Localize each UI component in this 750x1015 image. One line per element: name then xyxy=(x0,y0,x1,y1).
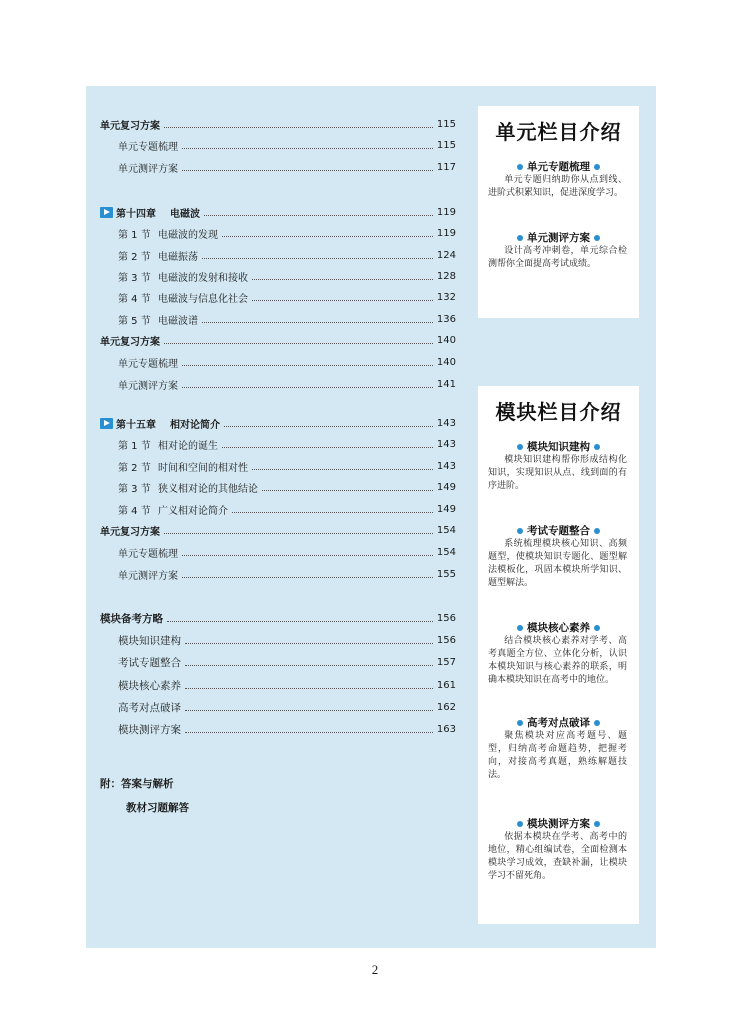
bullet-dot-icon xyxy=(517,821,523,827)
dot-leader xyxy=(185,732,433,733)
intro-item-title-text: 高考对点破译 xyxy=(527,717,590,729)
section-name: 电磁波的发现 xyxy=(158,229,218,241)
module-intro-card xyxy=(478,386,639,924)
unit-card-items xyxy=(478,159,639,271)
toc-entry-title: 单元专题梳理 xyxy=(118,141,178,153)
dot-leader xyxy=(252,469,433,470)
toc-entry xyxy=(100,268,456,284)
play-triangle-icon xyxy=(100,207,113,218)
toc-page-number: 115 xyxy=(436,118,456,130)
bullet-dot-icon xyxy=(594,821,600,827)
toc-page-number: 157 xyxy=(436,656,456,668)
section-number: 第 2 节 xyxy=(118,251,151,263)
toc-page-number: 119 xyxy=(436,227,456,239)
section-number: 第 1 节 xyxy=(118,229,151,241)
bullet-dot-icon xyxy=(594,625,600,631)
toc-entry-title: 单元测评方案 xyxy=(118,380,178,392)
toc-page-number: 143 xyxy=(436,417,456,429)
intro-item-description: 模块知识建构帮你形成结构化知识，实现知识从点、线到面的有序进阶。 xyxy=(488,455,627,491)
bullet-dot-icon xyxy=(594,164,600,170)
toc-page-number: 143 xyxy=(436,460,456,472)
dot-leader xyxy=(202,258,433,259)
intro-item-description: 结合模块核心素养对学考、高考真题全方位、立体化分析，认识本模块知识与核心素养的联系，明确本模块知识在高考中的地位。 xyxy=(488,636,627,685)
toc-page-number: 149 xyxy=(436,481,456,493)
bullet-dot-icon xyxy=(517,720,523,726)
toc-page-number: 154 xyxy=(436,546,456,558)
toc-page-number: 136 xyxy=(436,313,456,325)
dot-leader xyxy=(164,343,433,344)
dot-leader xyxy=(222,447,433,448)
intro-item-title xyxy=(478,620,639,635)
toc-entry-title: 模块知识建构 xyxy=(118,634,181,647)
toc-page-number: 140 xyxy=(436,334,456,346)
toc-entry-title: 模块测评方案 xyxy=(118,723,181,736)
toc-entry xyxy=(100,354,456,370)
section-name: 电磁振荡 xyxy=(158,251,198,263)
intro-item xyxy=(478,159,639,200)
toc-entry xyxy=(100,631,456,649)
toc-entry xyxy=(100,247,456,263)
bullet-dot-icon xyxy=(517,625,523,631)
intro-item-title-text: 单元专题梳理 xyxy=(527,161,590,173)
dot-leader xyxy=(185,688,433,689)
intro-item xyxy=(478,816,639,883)
toc-entry xyxy=(100,566,456,582)
toc-entry-title xyxy=(100,416,220,431)
toc-page-number: 115 xyxy=(436,139,456,151)
dot-leader xyxy=(224,426,433,427)
toc-entry-title xyxy=(100,205,200,220)
dot-leader xyxy=(222,236,433,237)
intro-item-title-text: 模块测评方案 xyxy=(527,818,590,830)
intro-item-title xyxy=(478,230,639,245)
toc-entry-title xyxy=(100,312,198,327)
bullet-dot-icon xyxy=(517,444,523,450)
toc-entry xyxy=(100,311,456,327)
toc-entry-title: 单元复习方案 xyxy=(100,526,160,538)
chapter-name: 相对论简介 xyxy=(170,419,220,431)
dot-leader xyxy=(182,170,433,171)
toc-entry xyxy=(100,676,456,694)
section-number: 第 2 节 xyxy=(118,462,151,474)
dot-leader xyxy=(232,512,433,513)
toc-entry-title xyxy=(100,437,218,452)
bullet-dot-icon xyxy=(594,235,600,241)
intro-item-title-text: 模块核心素养 xyxy=(527,622,590,634)
toc-page-number: 117 xyxy=(436,161,456,173)
toc-page-number: 156 xyxy=(436,612,456,624)
toc-page-number: 163 xyxy=(436,723,456,735)
intro-item-title xyxy=(478,159,639,174)
appendix-title: 附：答案与解析 xyxy=(100,778,174,790)
toc-entry-title: 单元测评方案 xyxy=(118,163,178,175)
toc-entry xyxy=(100,137,456,153)
intro-item xyxy=(478,523,639,590)
section-number: 第 3 节 xyxy=(118,272,151,284)
toc-entry xyxy=(100,376,456,392)
dot-leader xyxy=(164,533,433,534)
toc-entry xyxy=(100,289,456,305)
toc-entry-title: 单元复习方案 xyxy=(100,336,160,348)
toc-entry-title: 考试专题整合 xyxy=(118,656,181,669)
dot-leader xyxy=(202,322,433,323)
chapter-name: 电磁波 xyxy=(170,208,200,220)
section-number: 第 4 节 xyxy=(118,505,151,517)
section-name: 狭义相对论的其他结论 xyxy=(158,483,258,495)
intro-item-title xyxy=(478,816,639,831)
bullet-dot-icon xyxy=(517,235,523,241)
intro-item xyxy=(478,715,639,782)
unit-card-heading: 单元栏目介绍 xyxy=(495,120,622,144)
toc-page-number: 132 xyxy=(436,291,456,303)
intro-item-title-text: 单元测评方案 xyxy=(527,232,590,244)
toc-entry xyxy=(100,544,456,560)
section-number: 第 1 节 xyxy=(118,440,151,452)
section-name: 电磁波与信息化社会 xyxy=(158,293,248,305)
dot-leader xyxy=(185,710,433,711)
toc-entry-title xyxy=(100,459,248,474)
toc-page-number: 143 xyxy=(436,438,456,450)
chapter-number: 第十五章 xyxy=(116,419,156,431)
intro-item-title xyxy=(478,523,639,538)
dot-leader xyxy=(182,555,433,556)
toc-page-number: 128 xyxy=(436,270,456,282)
dot-leader xyxy=(252,279,433,280)
section-number: 第 5 节 xyxy=(118,315,151,327)
toc-page-number: 124 xyxy=(436,249,456,261)
chapter-number: 第十四章 xyxy=(116,208,156,220)
bullet-dot-icon xyxy=(594,444,600,450)
toc-entry-title: 模块备考方略 xyxy=(100,612,163,625)
toc-entry xyxy=(100,479,456,495)
section-name: 电磁波谱 xyxy=(158,315,198,327)
module-card-items xyxy=(478,439,639,883)
section-name: 电磁波的发射和接收 xyxy=(158,272,248,284)
toc-entry xyxy=(100,415,456,431)
toc-entry xyxy=(100,720,456,738)
section-name: 广义相对论简介 xyxy=(158,505,228,517)
intro-item xyxy=(478,230,639,271)
page-number: 2 xyxy=(371,962,379,977)
toc-entry-title xyxy=(100,226,218,241)
play-triangle-icon xyxy=(100,418,113,429)
toc-page-number: 140 xyxy=(436,356,456,368)
intro-item-title-text: 模块知识建构 xyxy=(527,441,590,453)
intro-item-description: 依据本模块在学考、高考中的地位，精心组编试卷，全面检测本模块学习成效，查缺补漏，让模块学习不留死角。 xyxy=(488,832,627,881)
dot-leader xyxy=(182,387,433,388)
dot-leader xyxy=(185,665,433,666)
toc-page-number: 155 xyxy=(436,568,456,580)
section-name: 相对论的诞生 xyxy=(158,440,218,452)
dot-leader xyxy=(167,621,433,622)
toc-entry-title xyxy=(100,269,248,284)
toc-entry xyxy=(100,501,456,517)
toc-entry xyxy=(100,204,456,220)
toc-entry xyxy=(100,116,456,132)
toc-entry xyxy=(100,225,456,241)
unit-intro-card xyxy=(478,106,639,318)
toc-entry xyxy=(100,458,456,474)
toc-entry-title xyxy=(100,290,248,305)
toc-entry-title: 单元专题梳理 xyxy=(118,548,178,560)
toc-entry xyxy=(100,159,456,175)
bullet-dot-icon xyxy=(517,528,523,534)
toc-entry xyxy=(100,653,456,671)
section-number: 第 3 节 xyxy=(118,483,151,495)
toc-entry-title xyxy=(100,480,258,495)
toc-entry-title xyxy=(100,502,228,517)
toc-entry-title: 单元复习方案 xyxy=(100,120,160,132)
toc-page-number: 156 xyxy=(436,634,456,646)
intro-item-title xyxy=(478,439,639,454)
toc-page-number: 162 xyxy=(436,701,456,713)
intro-item xyxy=(478,620,639,687)
section-number: 第 4 节 xyxy=(118,293,151,305)
toc-page-number: 154 xyxy=(436,524,456,536)
toc-page-number: 149 xyxy=(436,503,456,515)
toc-entry xyxy=(100,698,456,716)
intro-item-title xyxy=(478,715,639,730)
intro-item-description: 设计高考冲刺卷，单元综合检测帮你全面提高考试成绩。 xyxy=(488,246,627,269)
dot-leader xyxy=(262,490,433,491)
toc-entry-title: 单元测评方案 xyxy=(118,570,178,582)
toc-entry-title: 模块核心素养 xyxy=(118,679,181,692)
toc-entry xyxy=(100,436,456,452)
bullet-dot-icon xyxy=(594,528,600,534)
dot-leader xyxy=(204,215,433,216)
section-name: 时间和空间的相对性 xyxy=(158,462,248,474)
bullet-dot-icon xyxy=(594,720,600,726)
dot-leader xyxy=(164,127,433,128)
toc-page-number: 119 xyxy=(436,206,456,218)
intro-item-description: 聚焦模块对应高考题号、题型，归纳高考命题趋势，把握考向，对接高考真题，熟练解题技法。 xyxy=(488,731,627,780)
toc-entry-title: 单元专题梳理 xyxy=(118,358,178,370)
toc-entry xyxy=(100,609,456,627)
toc-entry xyxy=(100,332,456,348)
toc-page-number: 161 xyxy=(436,679,456,691)
intro-item xyxy=(478,439,639,493)
toc-entry xyxy=(100,522,456,538)
toc-entry-title: 高考对点破译 xyxy=(118,701,181,714)
appendix-subtitle: 教材习题解答 xyxy=(126,802,189,814)
dot-leader xyxy=(252,300,433,301)
dot-leader xyxy=(182,577,433,578)
module-card-heading: 模块栏目介绍 xyxy=(495,400,622,424)
intro-item-description: 单元专题归纳助你从点到线、进阶式积累知识，促进深度学习。 xyxy=(488,175,627,198)
dot-leader xyxy=(182,365,433,366)
bullet-dot-icon xyxy=(517,164,523,170)
intro-item-title-text: 考试专题整合 xyxy=(527,525,590,537)
toc-entry-title xyxy=(100,248,198,263)
dot-leader xyxy=(185,643,433,644)
dot-leader xyxy=(182,148,433,149)
intro-item-description: 系统梳理模块核心知识、高频题型，使模块知识专题化、题型解法模板化，巩固本模块所学知识、题型解法。 xyxy=(488,539,627,588)
toc-page-number: 141 xyxy=(436,378,456,390)
